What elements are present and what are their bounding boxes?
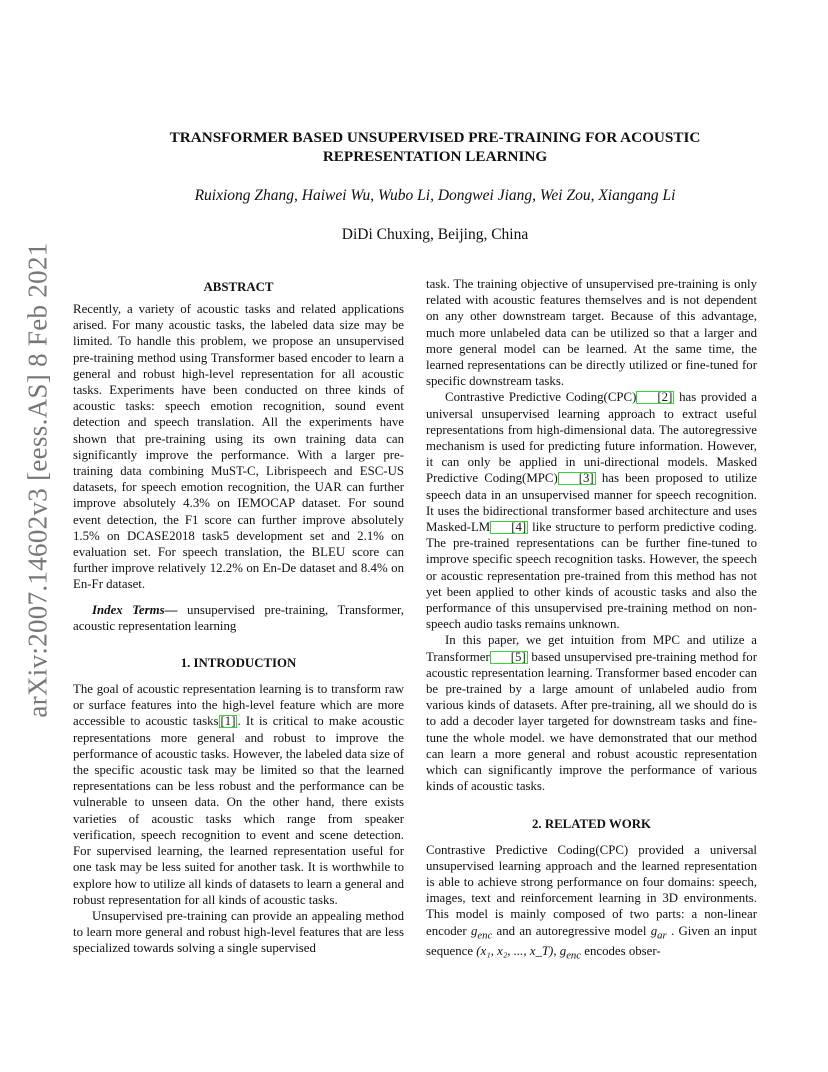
citation-link-3[interactable]: [3] (558, 472, 596, 485)
abstract-heading: ABSTRACT (203, 280, 274, 294)
math-g-enc: $g_{enc}$ (470, 923, 493, 942)
index-terms-label: Index Terms— (92, 602, 178, 617)
intro-paragraph-3: Contrastive Predictive Coding(CPC) [2] has provided a universal unsupervised learning approach to extract useful representations from high-dimensional data. The autoregressive mechanism is used for predicting future information. However, it can only be applied in uni-directional models. Masked Predictive Coding(MPC) [3] has been proposed to utilize speech data in an unsupervised manner for speech recognition. It uses the bidirectional transformer based architecture and uses Masked-LM [4] like structure to perform predictive coding. The pre-trained representations can be further fine-tuned to improve specific speech recognition tasks. However, the speech or acoustic representation pre-trained from this method has not yet been applied to other kinds of acoustic tasks and also the performance of this unsupervised pre-training method on non-speech audio tasks remains unknown. (426, 390, 757, 632)
abstract-body: Recently, a variety of acoustic tasks and related applications arised. For many acoustic tasks, the labeled data size may be limited. To handle this problem, we propose an unsupervised pre-training method using Transformer based encoder to learn a general and robust high-level representation for all acoustic tasks. Experiments have been conducted on three kinds of acoustic tasks: speech emotion recognition, sound event detection and speech translation. All the experiments have shown that pre-training using its own training data can significantly improve the performance. With a larger pre-training data combining MuST-C, Librispeech and ESC-US datasets, for speech emotion recognition, the UAR can further improve absolutely 4.3% on IEMOCAP dataset. For sound event detection, the F1 score can further improve absolutely 1.5% on DCASE2018 task5 development set and 2.1% on evaluation set. For speech translation, the BLEU score can further improve relatively 12.2% on En-De dataset and 8.4% on En-Fr dataset. (73, 302, 404, 592)
intro-paragraph-2-continued: task. The training objective of unsupervised pre-training is only related with acoustic features themselves and is not dependent on any other downstream target. Because of this advantage, much more unlabeled data can be utilized so that a larger and more general model can be learned. At the same time, the learned representations can be directly utilized or fine-tuned for specific downstream tasks. (426, 277, 757, 389)
right-column (426, 276, 757, 964)
intro-paragraph-4: In this paper, we get intuition from MPC and utilize a Transformer [5] based unsupervised pre-training method for acoustic representation learning. Transformer based encoder can be pre-trained by a large amount of unlabeled audio from various kinds of datasets. After pre-training, all we should do is to add a decoder layer targeted for downstream tasks and fine-tune the whole model. we have demonstrated that our method can learn a more general and robust acoustic representation which can significantly improve the performance of various kinds of acoustic tasks. (426, 633, 757, 794)
related-work-paragraph-1: Contrastive Predictive Coding(CPC) provided a universal unsupervised learning approach and the learned representation is able to achieve strong performance on four domains: speech, images, text and reinforcement learning in 3D environments. This model is mainly composed of two parts: a non-linear encoder $g_{enc}$ and an autoregressive model $g_{ar}$ . Given an input sequence (x₁, x₂, ..., x_T), $g_{enc}$ encodes obser- (426, 842, 757, 962)
citation-link-1[interactable]: [1] (220, 714, 236, 729)
citation-link-4[interactable]: [4] (490, 521, 528, 534)
related-work-heading: 2. RELATED WORK (531, 816, 652, 831)
index-terms-text: unsupervised pre-training, Transformer, acoustic representation learning (73, 602, 404, 633)
intro-heading: 1. INTRODUCTION (180, 656, 297, 671)
intro-paragraph-1: The goal of acoustic representation learning is to transform raw or surface features into the high-level feature which are more accessible to acoustic tasks [1] . It is critical to make acoustic representations more general and robust to improve the performance of acoustic tasks. However, the labeled data size of the specific acoustic task may be limited so that the learned representations can be less robust and the performance can be vulnerable to unseen data. On the other hand, there exists varieties of acoustic tasks which range from speaker verification, speech recognition to event and scene detection. For supervised learning, the learned representation useful for one task may be less suited for another task. It is worthwhile to explore how to utilize all kinds of datasets to learn a general and robust representation for all kinds of acoustic tasks. (73, 682, 404, 907)
math-g-enc-2: $g_{enc}$ (559, 944, 582, 962)
paper-title (90, 128, 780, 166)
left-column (73, 279, 404, 957)
title-line-1: TRANSFORMER BASED UNSUPERVISED PRE-TRAINING FOR ACOUSTIC (169, 129, 701, 146)
title-line-2: REPRESENTATION LEARNING (322, 148, 548, 165)
citation-link-2[interactable]: [2] (636, 391, 674, 404)
index-terms (73, 602, 404, 634)
arxiv-side-stamp: arXiv:2007.14602v3 [eess.AS] 8 Feb 2021 (22, 242, 53, 718)
author-list: Ruixiong Zhang, Haiwei Wu, Wubo Li, Dongwei Jiang, Wei Zou, Xiangang Li (194, 187, 676, 204)
affiliation: DiDi Chuxing, Beijing, China (341, 226, 529, 243)
math-input-sequence: (x₁, x₂, ..., x_T) (476, 944, 554, 959)
intro-paragraph-2: Unsupervised pre-training can provide an appealing method to learn more general and robust high-level features that are less specialized towards solving a single supervised (73, 908, 404, 956)
math-g-ar: $g_{ar}$ (650, 923, 667, 942)
citation-link-5[interactable]: [5] (490, 651, 528, 664)
